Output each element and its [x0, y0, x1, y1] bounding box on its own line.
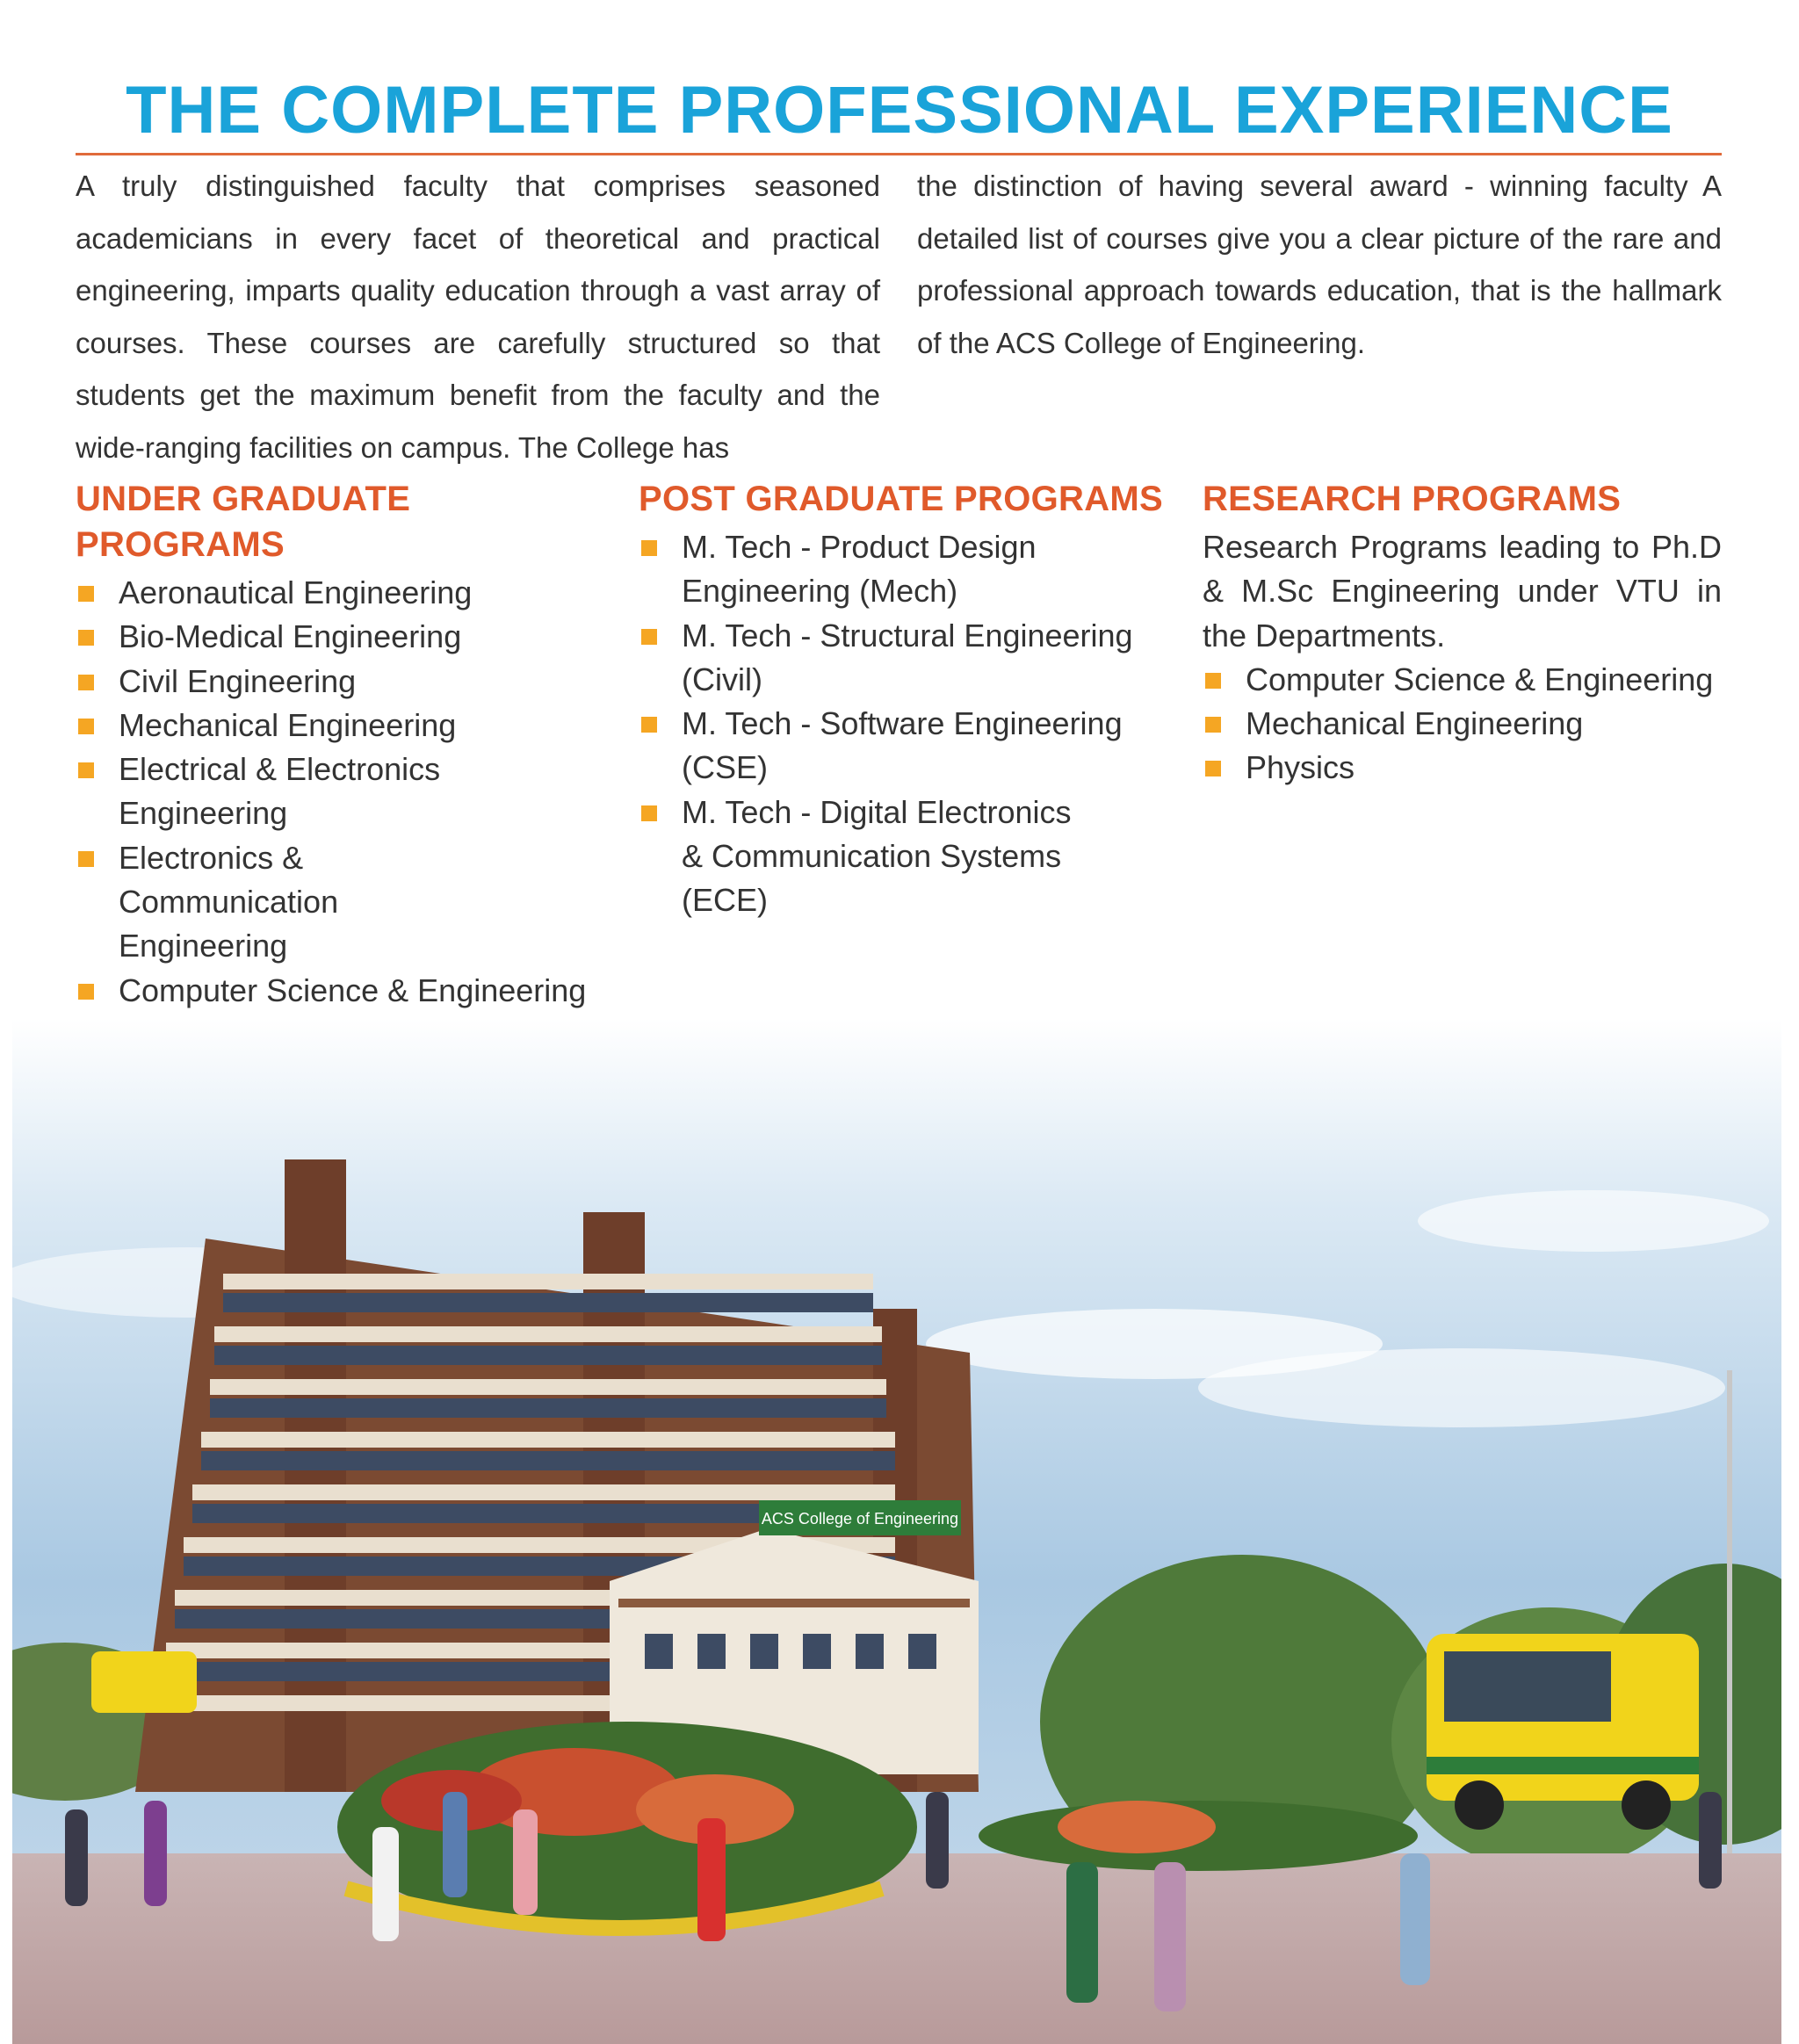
- program-name: Aeronautical Engineering: [119, 574, 473, 610]
- campus-illustration: [12, 1019, 1781, 2044]
- list-item: [1203, 658, 1722, 702]
- program-name: M. Tech - Digital Electronics & Communication Systems (ECE): [682, 793, 1072, 919]
- title-divider: [76, 153, 1722, 155]
- undergraduate-program-list: [76, 571, 603, 1013]
- program-name: Computer Science & Engineering: [119, 971, 587, 1008]
- college-bus: [91, 1651, 197, 1713]
- campus-photo: [12, 1019, 1781, 2044]
- program-name: M. Tech - Product Design Engineering (Mech): [682, 529, 1037, 610]
- square-bullet-icon: [78, 675, 94, 690]
- undergraduate-heading: UNDER GRADUATE PROGRAMS: [76, 480, 411, 564]
- research-heading: RESEARCH PROGRAMS: [1203, 480, 1622, 518]
- list-item: [76, 969, 603, 1013]
- intro-paragraph-right: the distinction of having several award - winning faculty A detailed list of courses give you a clear picture of the rare and professional approach towards education, that is the hallmark of the ACS College of Engineering.: [917, 170, 1722, 359]
- list-item: [639, 702, 1166, 791]
- square-bullet-icon: [641, 805, 657, 821]
- postgraduate-program-list: [639, 525, 1166, 923]
- program-name: Electronics & Communication Engineering: [119, 839, 339, 964]
- square-bullet-icon: [78, 984, 94, 1000]
- list-item: [76, 704, 603, 748]
- square-bullet-icon: [78, 851, 94, 867]
- square-bullet-icon: [78, 719, 94, 734]
- list-item: [76, 748, 603, 836]
- program-name: Computer Science & Engineering: [1246, 661, 1714, 697]
- intro-paragraph-left: A truly distinguished faculty that comprises seasoned academicians in every facet of theoretical and practical engineering, imparts quality education through a vast array of courses. These courses are carefully structured so that students get the maximum benefit from the faculty and the wide-ranging facilities on campus. The College has: [76, 170, 880, 464]
- building-sign-text: ACS College of Engineering: [761, 1510, 959, 1528]
- postgraduate-programs-section: [639, 476, 1166, 923]
- research-description: Research Programs leading to Ph.D & M.Sc Engineering under VTU in the Departments.: [1203, 529, 1722, 654]
- program-name: Civil Engineering: [119, 662, 357, 699]
- program-name: Mechanical Engineering: [1246, 705, 1584, 742]
- program-name: Mechanical Engineering: [119, 706, 457, 743]
- square-bullet-icon: [641, 540, 657, 556]
- list-item: [76, 571, 603, 615]
- research-department-list: [1203, 658, 1722, 791]
- research-programs-section: [1203, 476, 1722, 791]
- square-bullet-icon: [641, 717, 657, 733]
- program-name: Bio-Medical Engineering: [119, 618, 462, 655]
- list-item: [639, 791, 1166, 923]
- postgraduate-heading: POST GRADUATE PROGRAMS: [639, 480, 1163, 518]
- program-name: Physics: [1246, 749, 1355, 786]
- square-bullet-icon: [78, 586, 94, 602]
- list-item: [76, 660, 603, 704]
- square-bullet-icon: [78, 762, 94, 778]
- square-bullet-icon: [1205, 761, 1221, 776]
- cloud: [1418, 1190, 1769, 1252]
- college-bus: [1427, 1634, 1699, 1830]
- list-item: [639, 525, 1166, 614]
- list-item: [1203, 702, 1722, 746]
- cloud: [1198, 1348, 1725, 1427]
- square-bullet-icon: [1205, 717, 1221, 733]
- paved-courtyard: [12, 1853, 1781, 2044]
- list-item: [1203, 746, 1722, 790]
- program-name: Electrical & Electronics Engineering: [119, 751, 441, 832]
- program-name: M. Tech - Software Engineering (CSE): [682, 705, 1123, 786]
- page-title: THE COMPLETE PROFESSIONAL EXPERIENCE: [126, 73, 1673, 148]
- program-name: M. Tech - Structural Engineering (Civil): [682, 617, 1133, 697]
- square-bullet-icon: [1205, 673, 1221, 689]
- list-item: [76, 836, 603, 969]
- undergraduate-programs-section: [76, 476, 603, 1013]
- list-item: [639, 614, 1166, 703]
- list-item: [76, 615, 603, 659]
- square-bullet-icon: [641, 629, 657, 645]
- square-bullet-icon: [78, 630, 94, 646]
